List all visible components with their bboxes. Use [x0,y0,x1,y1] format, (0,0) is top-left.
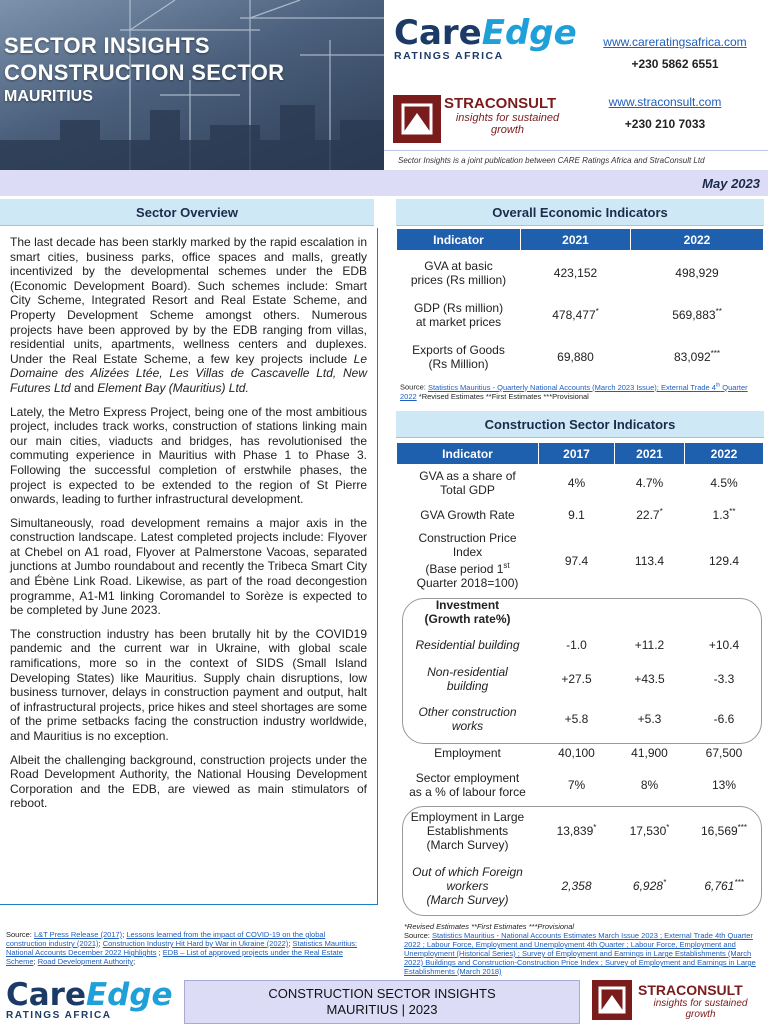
table-cell: 498,929 [675,265,719,280]
table-cell: 67,500 [705,745,743,760]
straconsult-contact [590,95,740,131]
footer-careedge-logo: CareEdge RATINGS AFRICA [6,977,173,1021]
table-row [397,465,764,501]
sector-overview-heading: Sector Overview [0,199,374,226]
table-cell: 40,100 [558,745,595,760]
table-cell: 478,477* [552,307,599,322]
overview-source: Source: L&T Press Release (2017); Lessons learned from the impact of COVID-19 on the global construction industry (2021); Construction Industry Hit Hard by War in Ukraine (2022); Statistics Mauritius: National Accounts December 2022 Highlights ; EDB – List of approved projects under the Real Estate Scheme; Road Development Authority; [6,930,358,966]
row-label: Construction Price Index (Base period 1st Quarter 2018=100) [416,531,519,590]
table-cell: 41,900 [631,745,668,760]
hero-title-line1: SECTOR INSIGHTS [4,33,210,58]
row-label: Exports of Goods (Rs Million) [412,342,505,371]
table-row [397,295,764,335]
overview-paragraph-2: Lately, the Metro Express Project, being one of the most ambitious project, includes track works, construction of stations linking main our main cities, viaducts and bridges, has revolutionised the commuting experience in Mauritius with Phase 1 to Phase 3. Following the successful completion of erstwhile phases, the project is expected to be extended to the region of St Pierre onwards, leading to further infrastructural development. [10,404,367,507]
table-cell: 423,152 [553,265,598,280]
table-row [397,251,764,295]
table-cell: 569,883** [672,307,722,322]
table-row [397,699,764,739]
row-label: Non-residential building [427,664,508,693]
economic-indicators-table [396,228,764,379]
table-header-row [397,443,764,465]
row-label: Residential building [415,637,520,652]
construction-notes: *Revised Estimates **First Estimates ***Provisional Source: Statistics Mauritius - National Accounts Estimates March Issue 2023 ; External Trade 4th Quarter 2022 ; Labour Force, Employment and Unemployment 4th Quarter ; Labour Force, Employment and Unemployment (Historical Series) ; Survey of Employment and Earnings in Large Establishments (March 2022) Buildings and Construction-Construction Price Index ; Survey of Employment and Earnings in Large Establishments (March 2018) [404,922,756,976]
column-header: 2022 [685,443,764,465]
careedge-subtitle: RATINGS AFRICA [394,50,504,62]
publication-date: May 2023 [702,176,760,191]
table-row [397,859,764,913]
footer-line-1: CONSTRUCTION SECTOR INSIGHTS [268,986,496,1001]
table-row [397,529,764,593]
column-header: 2021 [521,229,631,251]
investment-group-title: Investment (Growth rate%) [424,597,511,626]
table-cell: 9.1 [568,507,585,522]
joint-publication-note: Sector Insights is a joint publication between CARE Ratings Africa and StraConsult Ltd [398,156,705,165]
construction-indicators-table [396,442,764,913]
table-cell: 6,928* [632,878,667,893]
source-link[interactable]: Statistics Mauritius: National Accounts December 2022 Highlights [6,939,358,957]
row-label: GVA Growth Rate [420,507,515,522]
table-row [397,659,764,699]
careedge-logo: CareEdge RATINGS AFRICA [394,13,577,62]
row-label: Out of which Foreign workers (March Survey) [412,864,523,907]
economic-source: Source: Statistics Mauritius - Quarterly National Accounts (March 2023 Issue); External Trade 4th Quarter 2022 *Revised Estimates **First Estimates ***Provisional [400,382,748,401]
table-cell: -3.3 [713,671,735,686]
column-header: Indicator [397,443,539,465]
careedge-url-link[interactable]: www.careratingsafrica.com [603,35,747,49]
table-cell: +10.4 [708,637,740,652]
footer-straconsult-name: STRACONSULT [638,982,743,998]
table-cell: +43.5 [634,671,665,686]
straconsult-name: STRACONSULT [444,95,557,112]
table-cell: +11.2 [634,637,665,652]
row-label: Sector employment as a % of labour force [409,770,526,799]
table-cell: 83,092*** [673,349,721,364]
date-band [0,170,768,196]
table-cell: 4% [567,475,586,490]
table-cell: -1.0 [566,637,587,652]
column-header: 2017 [539,443,615,465]
footer-straconsult-logo-mark [592,980,632,1020]
table-cell: 8% [640,777,659,792]
table-row [397,501,764,529]
table-cell: 2,358 [561,878,592,893]
hero-title-line2: CONSTRUCTION SECTOR [4,60,285,85]
sector-overview-body [0,228,378,905]
table-cell: -6.6 [713,711,735,726]
row-label: GVA at basic prices (Rs million) [410,258,507,287]
table-cell: 13,839* [556,823,597,838]
source-link[interactable]: Statistics Mauritius - National Accounts Estimates March Issue 2023 ; External Trade 4th Quarter 2022 ; Labour Force, Employment and Unemployment 4th Quarter ; Labour Force, Employment and Unemployment (Historical Series) ; Survey of Employment and Earnings in Large Establishments (March 2022) Buildings and Construction-Construction Price Index ; Survey of Employment and Earnings in Large Establishments (March 2018) [404,931,756,976]
row-label: Other construction works [418,704,517,733]
table-cell: 16,569*** [700,823,748,838]
table-row [397,593,764,631]
hero-title-line3: MAURITIUS [4,88,93,105]
source-link[interactable]: EDB – List of approved projects under the Real Estate Scheme [6,948,343,966]
footer-straconsult-tagline: insights for sustained growth [653,998,748,1020]
column-header: 2022 [631,229,764,251]
source-link[interactable]: Lessons learned from the impact of COVID-19 on the global construction industry (2021) [6,930,326,948]
source-link[interactable]: Road Development Authority [37,957,134,966]
table-cell: 1.3** [712,507,736,522]
table-cell: +5.3 [637,711,662,726]
table-row [397,631,764,659]
table-row [397,335,764,379]
table-row [397,767,764,803]
source-link[interactable]: Statistics Mauritius - Quarterly National Accounts (March 2023 Issue); External Trade 4th Quarter 2022 [400,382,748,401]
table-cell: 129.4 [708,553,740,568]
careedge-phone: +230 5862 6551 [631,57,719,71]
table-header-row [397,229,764,251]
column-header: 2021 [615,443,685,465]
table-cell: +27.5 [561,671,592,686]
overview-paragraph-3: Simultaneously, road development remains a major axis in the construction landscape. Latest completed projects include: Flyover at Chebel on A1 road, Flyover at Palmerstone Vacoas, separated junctions at Jumbo roundabout and recently the Tribeca Smart City and Ébène Link Road. Likewise, as part of the road decongestion programme, A1-M1 linking Coromandel to Sorèze is expected to be completed by June 2023. [10,515,367,618]
overview-paragraph-1: The last decade has been starkly marked by the rapid escalation in smart cities, business parks, office spaces and malls, greatly incentivized by the developmental schemes under the EDB (Economic Development Board). Such schemes include: Smart City Scheme, Integrated Resort and Real Estate Scheme, and Property Development Scheme amongst others. Numerous projects have been approved by by the EDB ranging from villas, residential units, apartments, wellness centers and duplexes. Under the Real Estate Scheme, a few key projects include Le Domaine des Alizées Ltée, Les Villas de Cascavelle Ltd, New Futures Ltd and Element Bay (Mauritius) Ltd. [10,235,367,395]
table-cell: 4.5% [710,475,738,490]
hero-banner [0,0,384,170]
table-cell: 97.4 [564,553,589,568]
footer-line-2: MAURITIUS | 2023 [326,1002,438,1017]
table-cell: 69,880 [557,349,594,364]
table-cell: 113.4 [634,553,665,568]
table-cell: 6,761*** [704,878,744,893]
table-cell: 17,530* [629,823,670,838]
source-link[interactable]: Construction Industry Hit Hard by War in Ukraine (2022) [102,939,289,948]
construction-indicators-heading: Construction Sector Indicators [396,411,764,438]
table-cell: +5.8 [564,711,589,726]
straconsult-phone: +230 210 7033 [624,117,706,131]
row-label: Employment in Large Establishments (March Survey) [410,809,525,852]
table-cell: 22.7* [636,507,663,522]
row-label: Employment [434,745,501,760]
footer-title-band [184,980,580,1024]
careedge-contact [590,35,760,71]
source-link[interactable]: L&T Press Release (2017) [33,930,123,939]
table-cell: 13% [711,777,737,792]
overview-paragraph-5: Albeit the challenging background, construction projects under the Road Development Authority, the National Housing Development Corporation and the EDB, are viewed as main stimulators of reboot. [10,752,367,811]
table-cell: 7% [567,777,586,792]
column-header: Indicator [397,229,521,251]
table-row [397,803,764,859]
table-row [397,739,764,767]
header-divider [384,150,768,151]
row-label: GDP (Rs million) at market prices [413,300,504,329]
economic-indicators-heading: Overall Economic Indicators [396,199,764,226]
straconsult-tagline: insights for sustained growth [455,112,560,137]
row-label: GVA as a share of Total GDP [419,468,516,497]
table-cell: 4.7% [635,475,664,490]
straconsult-logo-mark [393,95,441,143]
straconsult-url-link[interactable]: www.straconsult.com [608,95,722,109]
overview-paragraph-4: The construction industry has been brutally hit by the COVID19 pandemic and the current war in Ukraine, with global scale ramifications, more so in the context of SIDS (Small Island Developing States) like Mauritius. Supply chain disruptions, low business turnover, delays in construction payment and output, halt of infrastructural projects, price hikes and steel shortages are some of the prime setbacks facing the construction industry worldwide, and Mauritius is no exception. [10,626,367,743]
